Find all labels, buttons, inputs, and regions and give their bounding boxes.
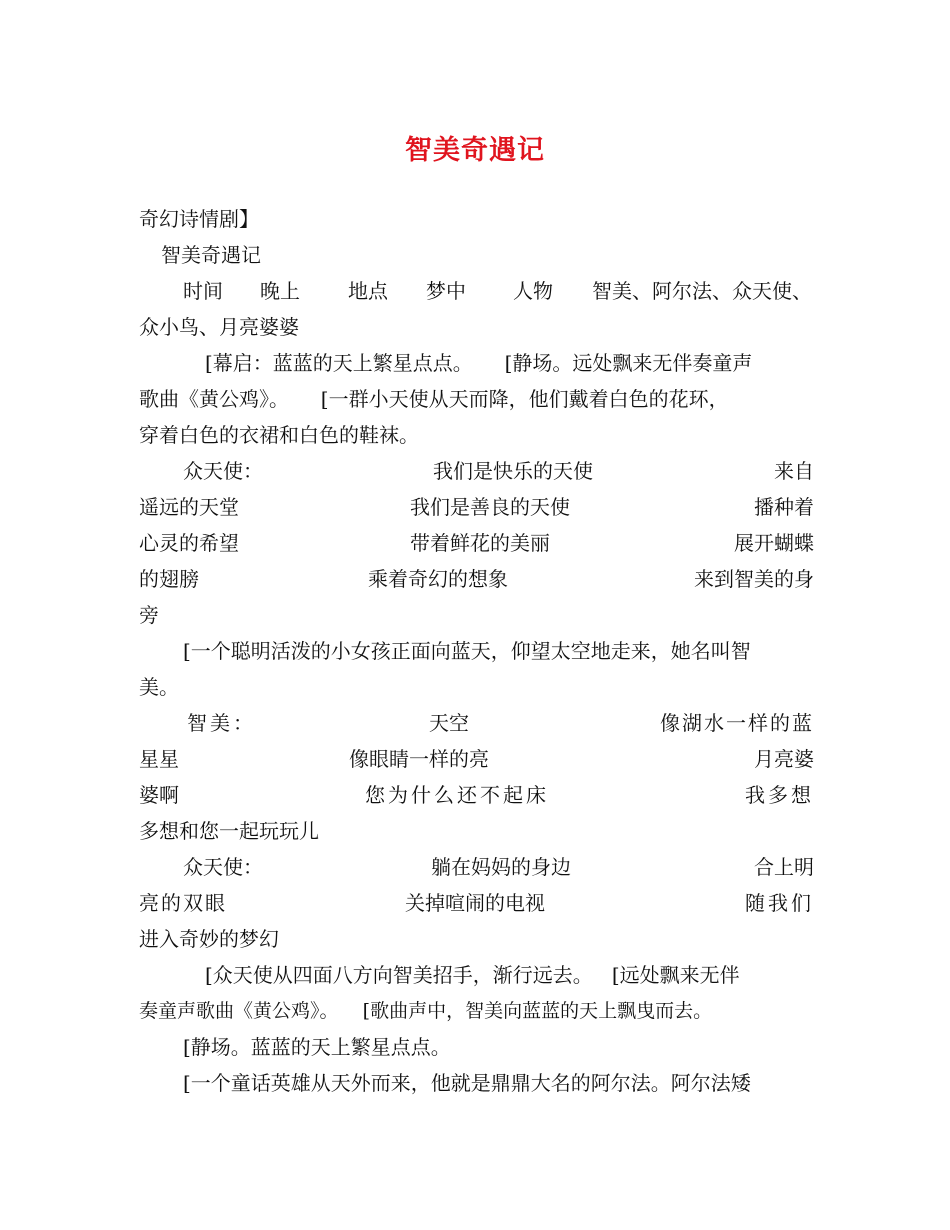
place-value: 梦中: [426, 279, 466, 303]
cast-label: 人物: [513, 279, 553, 303]
stage-direction: 穿着白色的衣裙和白色的鞋袜。: [139, 423, 419, 447]
verse-text: 天空: [429, 711, 469, 735]
stage-direction: [幕启：蓝蓝的天上繁星点点。 [静场。远处飘来无伴奏童声: [205, 351, 753, 375]
text-line: 旁: [139, 603, 159, 627]
stage-direction: 美。: [139, 675, 179, 699]
place-label: 地点: [348, 279, 388, 303]
verse-text: 关掉喧闹的电视: [405, 891, 545, 915]
verse-text: 婆啊: [139, 783, 179, 807]
stage-direction: [一个童话英雄从天外而来，他就是鼎鼎大名的阿尔法。阿尔法矮: [183, 1071, 751, 1095]
time-value: 晚上: [260, 279, 300, 303]
speaker: 众天使：: [183, 855, 263, 879]
stage-direction: 奏童声歌曲《黄公鸡》。 [歌曲声中，智美向蓝蓝的天上飘曳而去。: [139, 1000, 713, 1022]
text-line: 多想和您一起玩玩儿: [139, 819, 319, 843]
verse-text: 我们是善良的天使: [410, 495, 570, 519]
stage-direction: [一个聪明活泼的小女孩正面向蓝天，仰望太空地走来，她名叫智: [183, 639, 751, 663]
verse-text: 像眼睛一样的亮: [349, 747, 489, 771]
verse-text: 星星: [139, 747, 179, 771]
cast-value: 智美、阿尔法、众天使、: [592, 279, 812, 303]
verse-text: 展开蝴蝶: [734, 531, 814, 555]
verse-text: 我们是快乐的天使: [433, 459, 593, 483]
verse-text: 心灵的希望: [139, 531, 239, 555]
verse-text: 我多想: [745, 783, 814, 807]
verse-text: 带着鲜花的美丽: [410, 531, 550, 555]
speaker: 众天使：: [183, 459, 263, 483]
verse-text: 躺在妈妈的身边: [431, 855, 571, 879]
verse-text: 播种着: [754, 495, 814, 519]
verse-text: 月亮婆: [754, 747, 814, 771]
verse-text: 亮的双眼: [139, 891, 227, 915]
verse-text: 遥远的天堂: [139, 495, 239, 519]
verse-text: 的翅膀: [139, 567, 199, 591]
text-line: 众小鸟、月亮婆婆: [139, 315, 299, 339]
time-label: 时间: [183, 279, 223, 303]
verse-text: 合上明: [754, 855, 814, 879]
stage-direction: 歌曲《黄公鸡》。 [一群小天使从天而降，他们戴着白色的花环，: [139, 387, 729, 411]
stage-direction: [静场。蓝蓝的天上繁星点点。: [183, 1035, 451, 1059]
document-title: 智美奇遇记: [405, 135, 545, 166]
verse-text: 来自: [774, 459, 814, 483]
text-line: 进入奇妙的梦幻: [139, 927, 279, 951]
verse-text: 乘着奇幻的想象: [368, 567, 508, 591]
verse-text: 像湖水一样的蓝: [660, 711, 814, 735]
speaker: 智美：: [187, 711, 256, 735]
stage-direction: [众天使从四面八方向智美招手，渐行远去。 [远处飘来无伴: [205, 963, 740, 987]
verse-text: 随我们: [745, 891, 814, 915]
text-line: 奇幻诗情剧】: [139, 207, 259, 231]
text-line: 智美奇遇记: [161, 243, 261, 267]
verse-text: 来到智美的身: [694, 567, 814, 591]
verse-text: 您为什么还不起床: [365, 783, 549, 807]
